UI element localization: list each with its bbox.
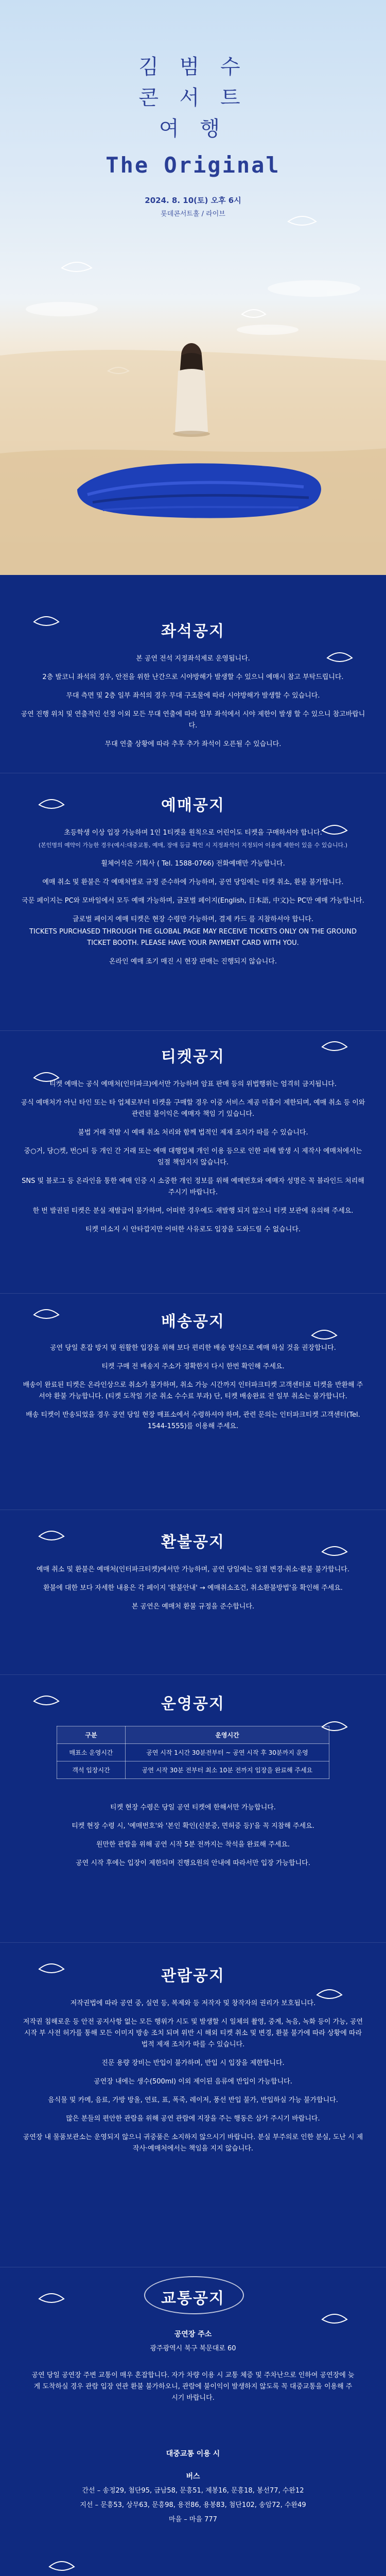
transport-notice: 공연 당일 공연장 주변 교통이 매우 혼잡합니다. 자가 차량 이용 시 교통 체증 및 주차난으로 인하여 공연장에 늦게 도착하실 경우 관람 입장 연관 환불 불가하오니, 관람에 불이익이 발생하지 않도록 꼭 대중교통을 이용해 주시기 바랍니다. [31, 2371, 355, 2402]
viewing-line: 공연장 내 물품보관소는 운영되지 않으니 귀중품은 소지하지 않으시기 바랍니다. 분실 부주의로 인한 분실, 도난 시 제작사·예매처에서는 책임을 지지 않습니다. [23, 2133, 363, 2153]
table-cell: 매표소 운영시간 [57, 1744, 126, 1761]
hero-banner [0, 0, 386, 575]
safety-notice-list [21, 653, 365, 757]
bus-label: 버스 [186, 2472, 200, 2481]
viewing-line: 많은 분들의 편안한 관람을 위해 공연 관람에 지장을 주는 행동은 삼가 주시기 바랍니다. [66, 2115, 320, 2123]
booking-line: 예매 취소 및 환불은 각 예매처별로 규정 준수하에 가능하며, 공연 당일에는 티켓 취소, 환불 불가합니다. [42, 878, 344, 886]
viewing-line: 공연장 내에는 생수(500ml) 이외 제이된 음류에 반입이 가능합니다. [94, 2078, 292, 2086]
booking-line: 국문 페이지는 PC와 모바일에서 모두 예매 가능하며, 글로벌 페이지(English, 日本語, 中文)는 PC만 예매 가능합니다. [22, 897, 364, 905]
booking-line: 온라인 예매 조기 매진 시 현장 판매는 진행되지 않습니다. [109, 958, 277, 965]
hero-title-travel: 여 행 [159, 117, 227, 141]
section-title-refund: 환불공지 [161, 1533, 225, 1551]
safety-line: 2층 발코니 좌석의 경우, 안전을 위한 난간으로 시야방해가 발생할 수 있으니 예매시 참고 부탁드립니다. [42, 673, 344, 681]
feather-icon [309, 1324, 340, 1345]
feather-icon [36, 2287, 67, 2308]
divider [0, 1674, 386, 1675]
delivery-line: 티켓 구매 전 배송지 주소가 정확한지 다시 한번 확인해 주세요. [101, 1363, 285, 1370]
table-cell: 공연 시작 30분 전부터 최소 10분 전까지 입장을 완료해 주세요 [126, 1761, 329, 1779]
feather-icon [36, 1958, 67, 1978]
operation-notice-list [21, 1802, 365, 1876]
ticket-line: 공식 예매처가 아닌 타인 또는 타 업체로부터 티켓을 구매할 경우 이중 서비스 제공 미흡이 제한되며, 예매 취소 등 이와 관련된 불이익은 예매자 책임 기 있습니다. [21, 1099, 365, 1118]
hero-venue: 롯데콘서트홀 / 라이브 [161, 210, 225, 218]
bus-village-routes: 마을 – 마을 777 [169, 2516, 217, 2523]
hero-subtitle: The Original [106, 152, 280, 178]
section-title-booking: 예매공지 [161, 796, 225, 815]
booking-line-note: (본인명의 예약이 가능한 경우(예시:대중교통, 예매, 장애 등급 확인 시 지정좌석이 지정되어 이용에 제한이 있을 수 있습니다.) [38, 842, 348, 849]
feather-icon [319, 1540, 350, 1561]
section-title-delivery: 배송공지 [161, 1313, 225, 1331]
bus-branch-routes: 지선 – 문흥53, 상무63, 문흥98, 용전86, 용봉83, 첨단102, 송암72, 수완49 [80, 2501, 306, 2509]
operation-line: 티켓 현장 수령은 당일 공연 티켓에 한해서만 가능합니다. [110, 1804, 276, 1811]
safety-line: 무대 측면 및 2층 일부 좌석의 경우 무대 구조물에 따라 시야방해가 발생할 수 있습니다. [66, 692, 320, 700]
transit-label: 대중교통 이용 시 [166, 2450, 220, 2458]
booking-line: 휠체어석은 기획사 ( Tel. 1588-0766) 전화예매만 가능합니다. [101, 860, 285, 868]
refund-line: 본 공연은 예매처 환불 규정을 준수합니다. [131, 1603, 255, 1611]
table-row [57, 1761, 329, 1779]
table-header-cell: 운영시간 [126, 1726, 329, 1744]
refund-notice-list [21, 1564, 365, 1620]
table-header-row [57, 1726, 329, 1744]
section-title-viewing: 관람공지 [161, 1967, 225, 1985]
table-cell: 공연 시작 1시간 30분전부터 ~ 공연 시작 후 30분까지 운영 [126, 1744, 329, 1761]
section-title-ticket: 티켓공지 [161, 1048, 225, 1066]
booking-line-english: TICKETS PURCHASED THROUGH THE GLOBAL PAGE MAY RECEIVE TICKETS ONLY ON THE GROUND TICKET BOOTH. PLEASE HAVE YOUR PAYMENT CARD WITH YOU. [29, 928, 357, 947]
safety-line: 공연 진행 위치 및 연출적인 선정 이외 모든 무대 연출에 따라 일부 좌석에서 시야 제한이 발생 할 수 있으니 참고바랍니다. [21, 710, 365, 730]
address-label: 공연장 주소 [174, 2330, 212, 2338]
hero-title-concert: 콘 서 트 [138, 86, 248, 110]
booking-line: 글로벌 페이지 예매 티켓은 현장 수령만 가능하며, 결제 카드 를 지참하셔야 합니다. [72, 916, 314, 923]
feather-icon [31, 1690, 62, 1710]
ticket-line: 중○거, 당○켓, 번○티 등 개인 간 거래 또는 예매 대행업체 개인 이용 등으로 인한 피해 발생 시 제작사 예매처에서는 일절 책임지지 않습니다. [24, 1147, 362, 1166]
table-row [57, 1744, 329, 1761]
feather-icon [319, 1036, 350, 1056]
ticket-line: 티켓 미소지 시 안타깝지만 어떠한 사유로도 입장을 도와드릴 수 없습니다. [85, 1226, 301, 1233]
hero-date: 2024. 8. 10(토) 오후 6시 [145, 196, 241, 205]
delivery-line: 배송이 완료된 티켓은 온라인상으로 취소가 불가하며, 취소 가능 시간까지 인터파크티켓 고객센터로 티켓을 반환해 주셔야 환불 가능합니다. (티켓 도착일 기준 취소 수수료 부과) 단, 티켓 배송완료 전 일부 취소는 불가합니다. [23, 1381, 363, 1400]
section-title-safety: 좌석공지 [161, 622, 225, 640]
feather-icon [36, 793, 67, 814]
feather-icon [319, 2308, 350, 2329]
delivery-notice-list [21, 1343, 365, 1439]
ticket-notice-list [21, 1079, 365, 1243]
feather-icon [31, 1303, 62, 1324]
operation-line: 공연 시작 후에는 입장이 제한되며 진행요원의 안내에 따라서만 입장 가능합니다. [76, 1859, 310, 1867]
hero-title-name: 김 범 수 [138, 55, 248, 79]
venue-address: 광주광역시 북구 북문대로 60 [150, 2345, 236, 2352]
divider [0, 1030, 386, 1031]
table-header-cell: 구분 [57, 1726, 126, 1744]
refund-line: 예매 취소 및 환불은 예매처(인터파크티켓)에서만 가능하며, 공연 당일에는 일절 변경·취소·환불 불가합니다. [37, 1566, 349, 1573]
refund-line: 환불에 대한 보다 자세한 내용은 각 페이지 '환불안내' → 예매취소조건, 취소환불방법'을 확인해 주세요. [43, 1584, 343, 1592]
ticket-line: 불법 거래 적발 시 예매 취소 처리와 함께 법적인 제재 조치가 따를 수 있습니다. [78, 1129, 308, 1137]
feather-icon [31, 611, 62, 631]
operation-hours-table [57, 1726, 329, 1779]
bus-trunk-routes: 간선 – 송정29, 첨단95, 금남58, 문흥51, 제봉16, 문흥18, 봉선77, 수완12 [82, 2487, 304, 2495]
feather-icon [36, 1525, 67, 1546]
booking-notice-list [21, 827, 365, 975]
divider [0, 1942, 386, 1943]
section-title-operation: 운영공지 [161, 1695, 225, 1713]
booking-line: 초등학생 이상 입장 가능하며 1인 1티켓을 원칙으로 어린이도 티켓을 구매하셔야 합니다. [64, 829, 322, 837]
ticket-line: 한 번 발권된 티켓은 분실 재발급이 불가하며, 어떠한 경우에도 재발행 되지 않으니 티켓 보관에 유의해 주세요. [32, 1207, 354, 1215]
operation-line: 원만한 관람을 위해 공연 시작 5분 전까지는 착석을 완료해 주세요. [96, 1841, 290, 1849]
table-cell: 객석 입장시간 [57, 1761, 126, 1779]
delivery-line: 공연 당일 혼잡 방지 및 원활한 입장을 위해 보다 편리한 배송 방식으로 예매 하실 것을 권장합니다. [50, 1344, 336, 1352]
viewing-line: 음식물 및 카메, 음료, 가방 방울, 연료, 표, 폭죽, 레이저, 풍선 반입 불가, 반입하실 가능 불가합니다. [48, 2096, 338, 2104]
operation-line: 티켓 현장 수령 시, '예매번호'와 '본인 확인(신분증, 면허증 등)'을 꼭 지참해 주세요. [72, 1822, 314, 1830]
section-title-transport: 교통공지 [161, 2290, 225, 2308]
delivery-line: 배송 티켓이 반송되었을 경우 공연 당일 현장 매표소에서 수령하셔야 하며, 관련 문의는 인터파크티켓 고객센터(Tel. 1544-1555)를 이용해 주세요. [26, 1411, 360, 1430]
ticket-line: SNS 및 블로그 등 온라인을 통한 예매 인증 시 소중한 개인 정보를 위해 예매번호와 예매자 성명은 꼭 블라인드 처리해주시기 바랍니다. [22, 1177, 364, 1196]
safety-line: 무대 연출 상황에 따라 추후 추가 좌석이 오픈될 수 있습니다. [104, 740, 282, 748]
viewing-line: 저작권법에 따라 공연 중, 실연 등, 복제와 등 저작자 및 창작자의 권리가 보호됩니다. [70, 1999, 316, 2007]
divider [0, 1293, 386, 1294]
viewing-notice-list [21, 1998, 365, 2162]
feather-icon [46, 2555, 77, 2576]
safety-line: 본 공연 전석 지정좌석제로 운영됩니다. [136, 655, 250, 663]
viewing-line: 저작권 침해로운 등 안전 공지사항 없는 모든 행위가 시도 및 발생할 시 일체의 촬영, 중계, 녹음, 녹화 등이 가능, 공연 시작 부 사전 허가를 통해 모든 이미지 방송 조치 되며 위반 시 해외 티켓 취소 및 변경, 환불 불가에 따라 상황에 따라 법적 제재 조치가 따를 수 있습니다. [23, 2018, 363, 2048]
viewing-line: 진문 용량 장비는 반입이 불가하며, 반입 시 입장을 제한합니다. [101, 2059, 285, 2067]
ticket-line: 티켓 예매는 공식 예매처(인터파크)에서만 가능하며 암표 판매 등의 위법행위는 엄격히 금지됩니다. [49, 1080, 337, 1088]
